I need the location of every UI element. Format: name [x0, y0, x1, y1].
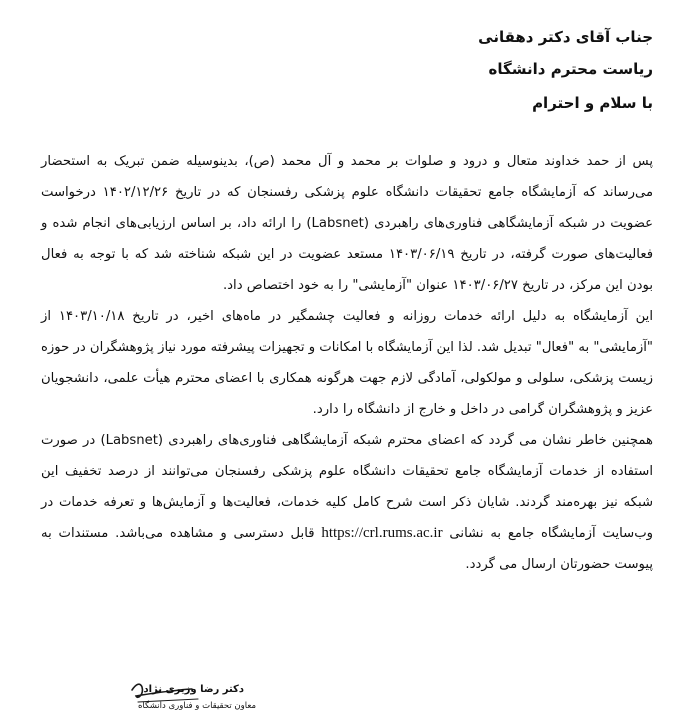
greeting-line: با سلام و احترام: [532, 94, 653, 112]
signer-title: معاون تحقیقات و فناوری دانشگاه: [137, 701, 256, 711]
signature-block: [128, 672, 278, 720]
signer-name: دکتر رضا وزیری نژاد: [143, 684, 244, 695]
body-paragraph-3-start: همچنین خاطر نشان می گردد که اعضای محترم شبکه آزمایشگاهی فناوری‌های راهبردی (Labsnet) در صورت استفاده از خدمات آزمایشگاه جامع تحقیقات دانشگاه علوم پزشکی رفسنجان می‌توانند از درصد تخفیف این شبکه نیز بهره‌مند گردند. شایان ذکر است شرح کامل کلیه خدمات، فعالیت‌ها و آزمایش‌ها و تعرفه خدمات در وب‌سایت آزمایشگاه جامع به نشانی: [41, 433, 653, 541]
recipient-title-line: ریاست محترم دانشگاه: [488, 60, 653, 78]
body-paragraph-2: این آزمایشگاه به دلیل ارائه خدمات روزانه و فعالیت چشمگیر در ماه‌های اخیر، در تاریخ ۱۴۰۳/۱۰/۱۸ از "آزمایشی" به "فعال" تبدیل شد. لذا این آزمایشگاه با امکانات و تجهیزات پیشرفته مورد نیاز پژوهشگران در حوزه زیست پزشکی، سلولی و مولکولی، آمادگی لازم جهت هرگونه همکاری با اعضای محترم هیأت علمی، دانشجویان عزیز و پژوهشگران گرامی در داخل و خارج از دانشگاه را دارد.: [41, 309, 653, 417]
body-paragraph-3-end: قابل دسترسی و مشاهده می‌باشد. مستندات به پیوست حضورتان ارسال می گردد.: [41, 526, 653, 572]
handwritten-signature: [128, 672, 278, 720]
body-paragraph-3: [41, 425, 653, 580]
recipient-line: جناب آقای دکتر دهقانی: [478, 28, 653, 46]
body-paragraph-1: پس از حمد خداوند متعال و درود و صلوات بر محمد و آل محمد (ص)، بدینوسیله ضمن تبریک به استحضار می‌رساند که آزمایشگاه جامع تحقیقات دانشگاه علوم پزشکی رفسنجان که در تاریخ ۱۴۰۲/۱۲/۲۶ درخواست عضویت در شبکه آزمایشگاهی فناوری‌های راهبردی (Labsnet) را ارائه داد، بر اساس ارزیابی‌های انجام شده و فعالیت‌های صورت گرفته، در تاریخ ۱۴۰۳/۰۶/۱۹ مستعد عضویت در این شبکه شناخته شد که با توجه به فعال بودن این مرکز، در تاریخ ۱۴۰۳/۰۶/۲۷ عنوان "آزمایشی" را به خود اختصاص داد.: [41, 154, 654, 293]
website-url: https://crl.rums.ac.ir: [321, 525, 443, 541]
letter-body: [41, 146, 653, 580]
